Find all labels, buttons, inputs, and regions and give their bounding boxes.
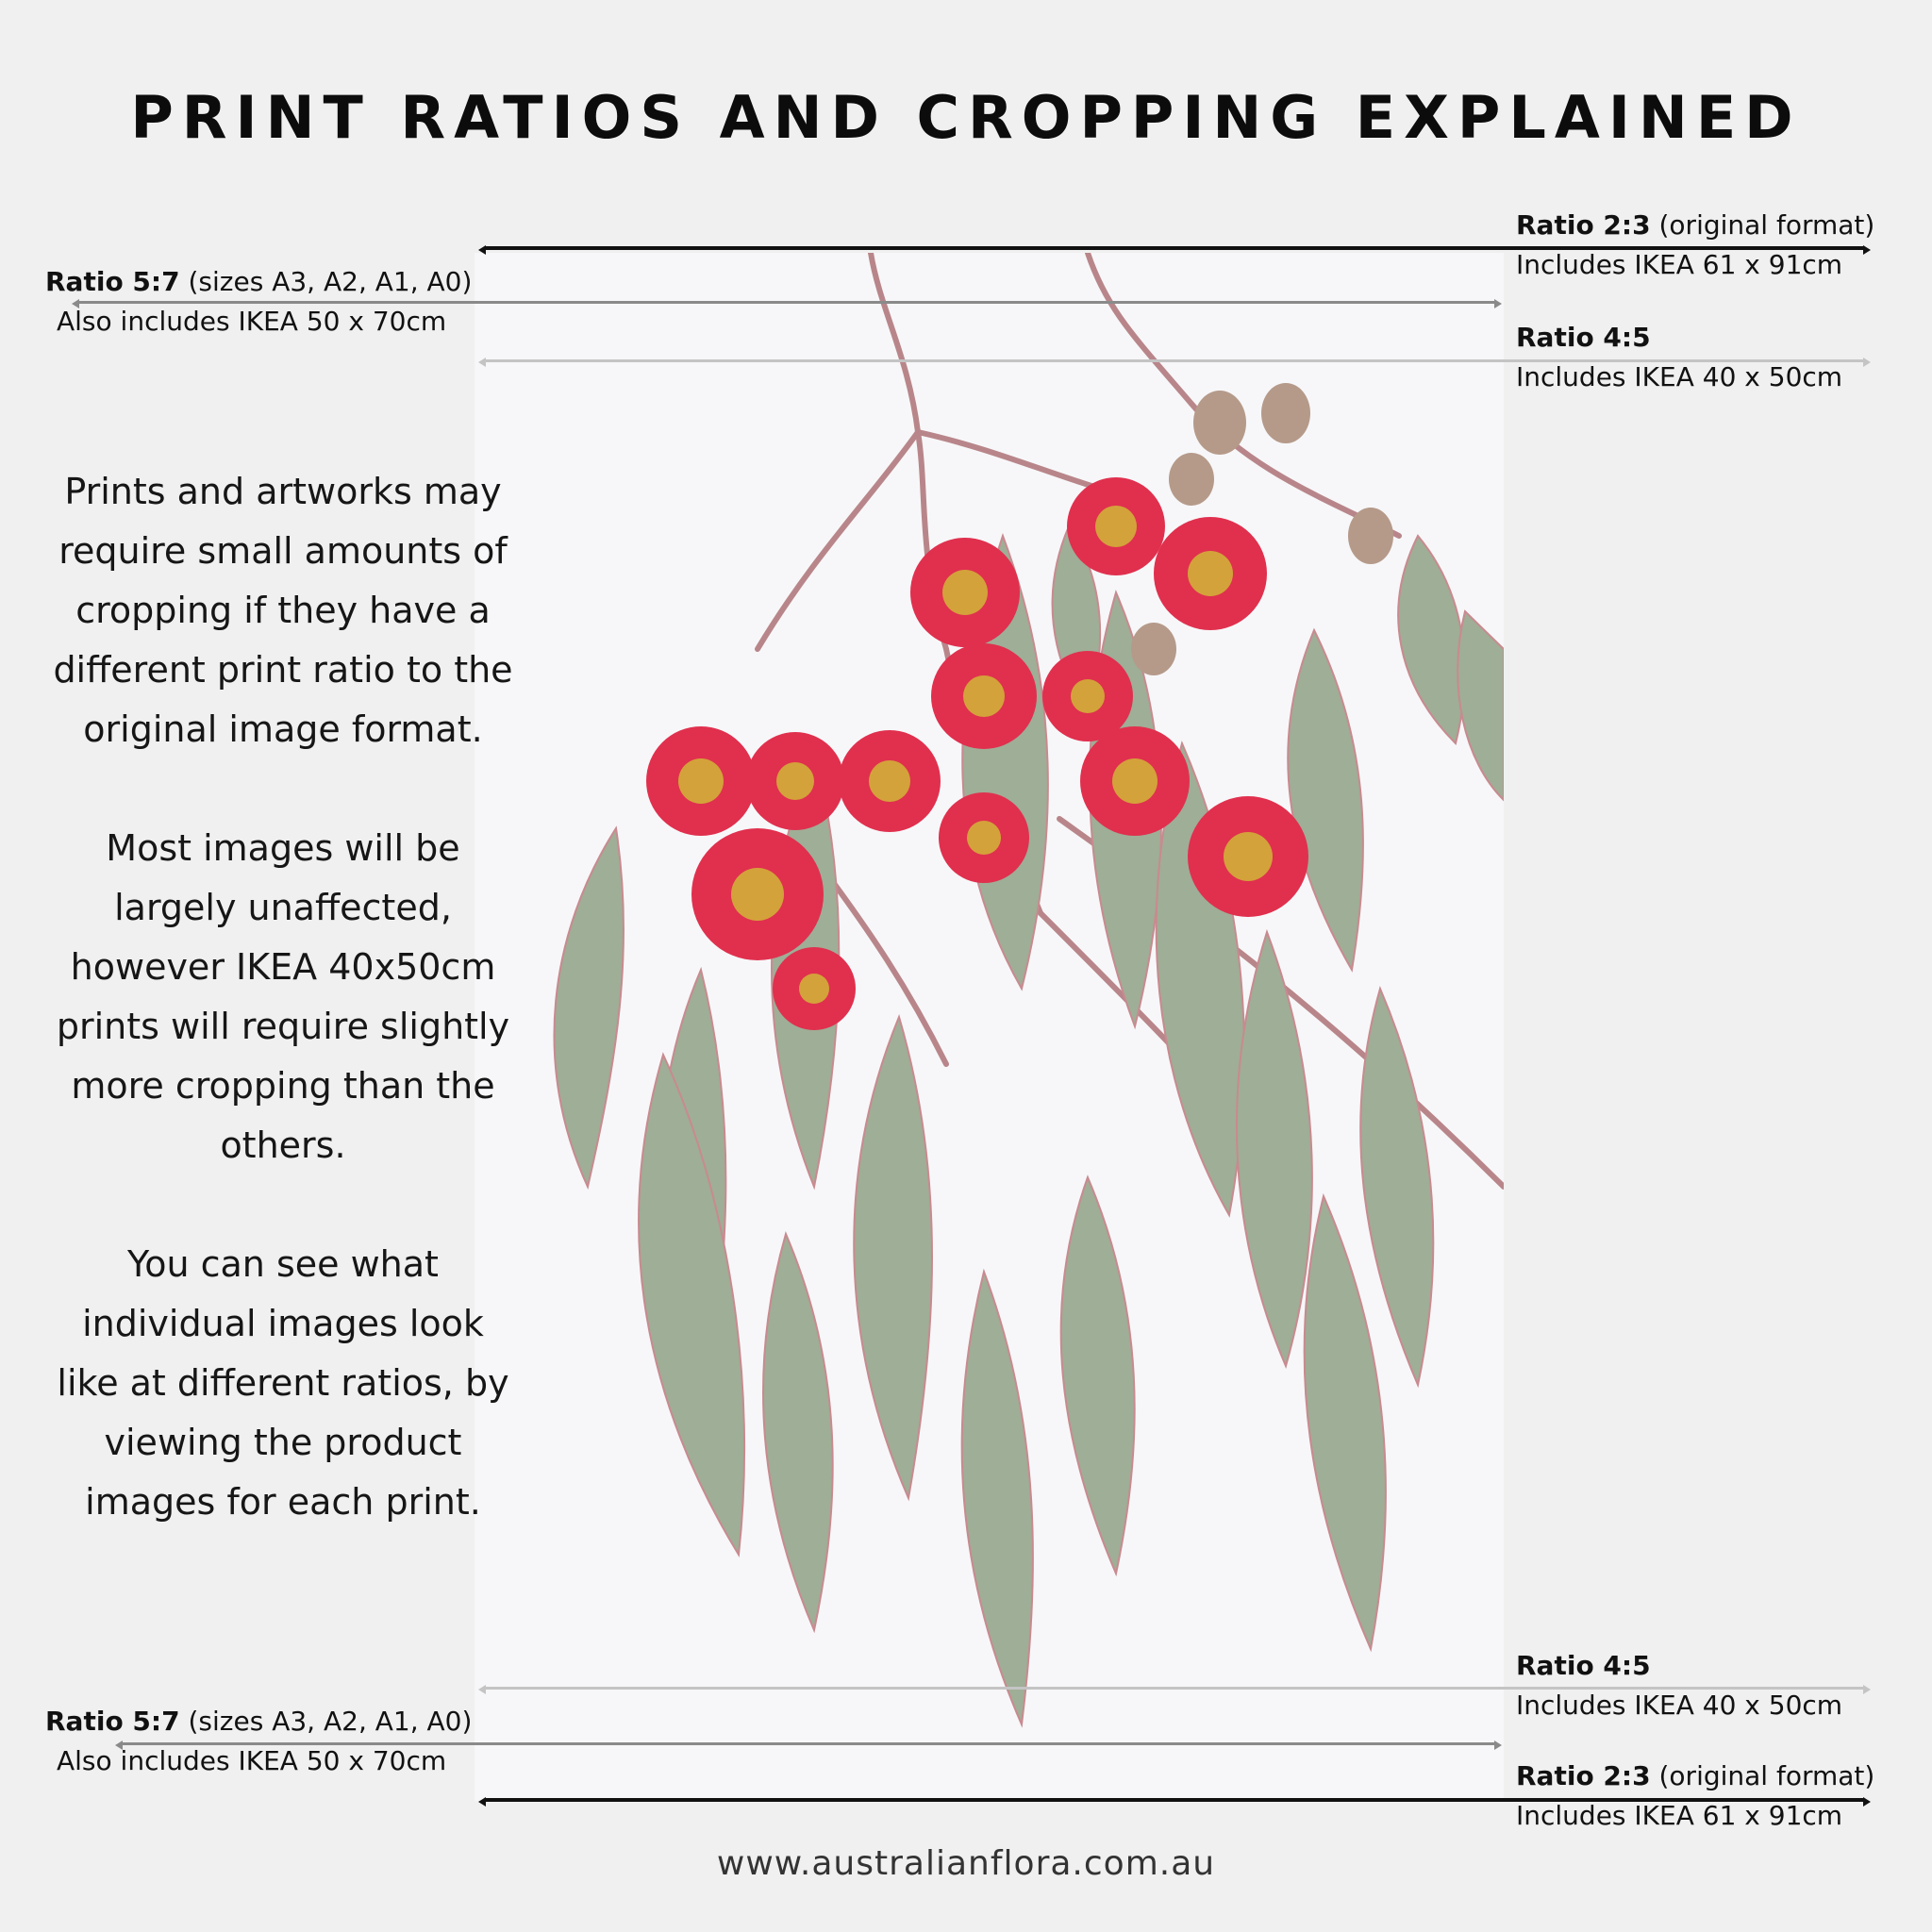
ratio-name: Ratio 4:5	[1516, 322, 1651, 353]
ratio-name: Ratio 5:7	[45, 266, 180, 297]
label-bottom-2-3	[1516, 1757, 1874, 1836]
ratio-name: Ratio 4:5	[1516, 1650, 1651, 1681]
explanation-text	[47, 462, 519, 1591]
gum-blossom-illustration	[475, 253, 1504, 1801]
label-bottom-5-7	[45, 1702, 472, 1781]
website-url: www.australianflora.com.au	[716, 1844, 1216, 1883]
gum-blossom-photo	[475, 253, 1504, 1801]
ratio-sub: Also includes IKEA 50 x 70cm	[57, 1745, 447, 1776]
label-top-2-3	[1516, 206, 1874, 285]
ratio-sub: Includes IKEA 40 x 50cm	[1516, 361, 1843, 392]
paragraph-unaffected: Most images will be largely unaffected, however IKEA 40x50cm prints will require slightly more cropping than the others.	[56, 827, 510, 1166]
ratio-sub: Includes IKEA 61 x 91cm	[1516, 1800, 1843, 1831]
ratio-note: (sizes A3, A2, A1, A0)	[188, 1706, 473, 1737]
ratio-name: Ratio 2:3	[1516, 209, 1651, 241]
label-top-4-5	[1516, 318, 1842, 397]
ratio-note: (sizes A3, A2, A1, A0)	[188, 266, 473, 297]
ratio-note: (original format)	[1658, 1760, 1875, 1791]
label-top-5-7	[45, 262, 472, 341]
paragraph-cropping: Prints and artworks may require small amounts of cropping if they have a different print ratio to the original image format.	[53, 471, 513, 750]
ratio-note: (original format)	[1658, 209, 1875, 241]
ratio-name: Ratio 5:7	[45, 1706, 180, 1737]
label-bottom-4-5	[1516, 1646, 1842, 1725]
paragraph-product-images: You can see what individual images look like at different ratios, by viewing the product images for each print.	[57, 1243, 509, 1523]
ratio-sub: Includes IKEA 61 x 91cm	[1516, 249, 1843, 280]
page-title: PRINT RATIOS AND CROPPING EXPLAINED	[130, 83, 1802, 152]
ratio-sub: Also includes IKEA 50 x 70cm	[57, 306, 447, 337]
ratio-name: Ratio 2:3	[1516, 1760, 1651, 1791]
ratio-sub: Includes IKEA 40 x 50cm	[1516, 1690, 1843, 1721]
